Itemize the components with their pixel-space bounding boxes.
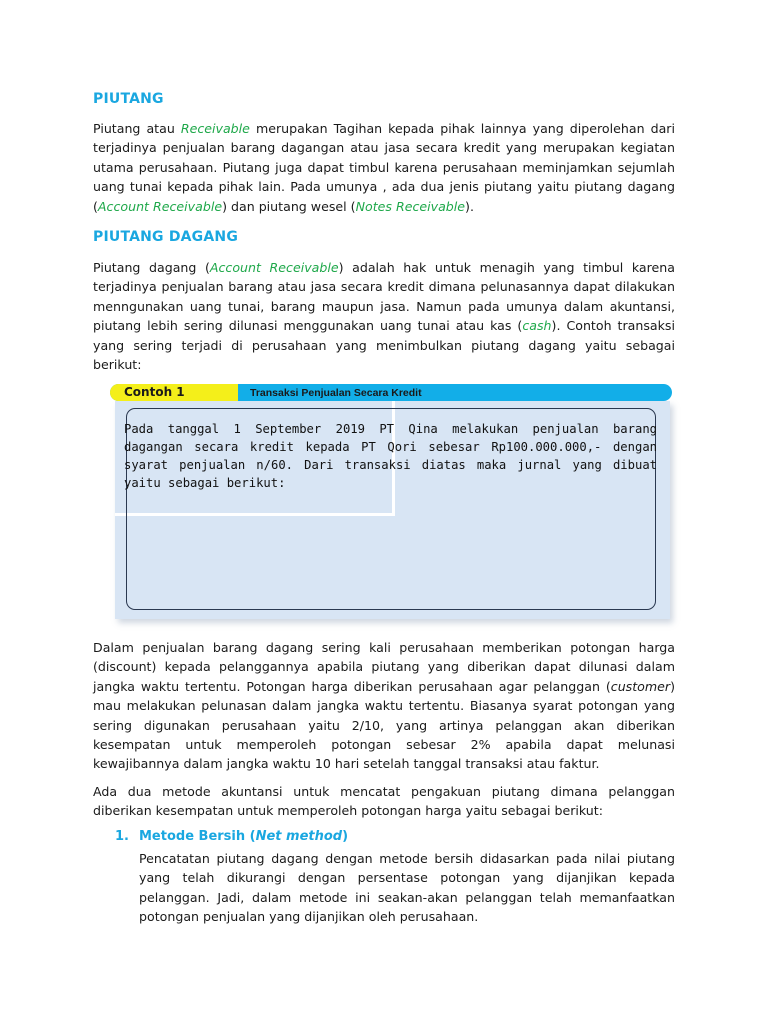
text: merupakan Tagihan kepada pihak lainnya yang diperolehan dari terjadinya penjualan barang dagangan atau jasa secara kredit yang merupakan kegiatan utama perusahaan. Piutang juga dapat timbul karena perusahaan meminjamkan sejumlah uang tunai kepada pihak lain. Pada umunya , ada dua jenis piutang yaitu piutang dagang ( — [93, 121, 675, 214]
term-account-receivable: Account Receivable — [209, 260, 339, 275]
list-body: Pencatatan piutang dagang dengan metode bersih didasarkan pada nilai piutang yang telah dikurangi dengan persentase potongan yang dijanjikan kepada pelanggan. Jadi, dalam metode ini seakan-akan pelanggan telah memanfaatkan potongan penjualan yang dijanjikan oleh perusahaan. — [139, 851, 675, 925]
text: Piutang dagang ( — [93, 260, 210, 275]
list-number: 1. — [115, 829, 129, 844]
text: ) dan piutang wesel ( — [222, 198, 356, 214]
paragraph-discount — [93, 638, 675, 774]
example-text: Pada tanggal 1 September 2019 PT Qina melakukan penjualan barang dagangan secara kredit kepada PT Qori sebesar Rp100.000.000,- dengan syarat penjualan n/60. Dari transaksi diatas maka jurnal yang dibuat yaitu sebagai berikut: — [124, 422, 657, 490]
term-customer: customer — [610, 678, 671, 694]
text: ). — [465, 198, 474, 214]
text: ) adalah hak untuk menagih yang timbul karena terjadinya penjualan barang atau jasa secara kredit dimana pelunasannya dapat dilakukan menngunakan uang tunai, barang maupun jasa. Namun pada umunya dalam akuntansi, piutang lebih sering dilunasi menggunakan uang tunai atau kas ( — [93, 260, 676, 334]
text: ) — [342, 829, 349, 844]
text: Dalam penjualan barang dagang sering kali perusahaan memberikan potongan harga (discount) kepada pelanggannya apabila piutang yang diberikan dapat dilunasi dalam jangka waktu tertentu. Potongan harga diberikan perusahaan agar pelanggan ( — [93, 640, 675, 694]
term-receivable: Receivable — [180, 121, 250, 136]
term-notes-receivable: Notes Receivable — [355, 198, 466, 214]
term-net-method: Net method — [255, 829, 343, 844]
list-title — [139, 829, 348, 844]
paragraph-piutang-dagang — [93, 258, 675, 374]
paragraph-methods: Ada dua metode akuntansi untuk mencatat pengakuan piutang dimana pelanggan diberikan kesempatan untuk memperoleh potongan harga yaitu sebagai berikut: — [93, 784, 675, 819]
term-account-receivable: Account Receivable — [97, 198, 223, 214]
heading-piutang-dagang: PIUTANG DAGANG — [93, 229, 239, 245]
text: ) mau melakukan pelunasan dalam jangka waktu tertentu. Biasanya syarat potongan yang sering digunakan perusahaan yaitu 2/10, yang artinya pelanggan akan diberikan kesempatan untuk memperoleh potongan sebesar 2% apabila dapat melunasi kewajibannya dalam jangka waktu 10 hari setelah tanggal transaksi atau faktur. — [93, 678, 675, 772]
text: Metode Bersih ( — [139, 829, 256, 844]
term-cash: cash — [522, 318, 552, 334]
heading-piutang: PIUTANG — [93, 91, 164, 107]
example-tag-label: Contoh 1 — [124, 385, 185, 399]
paragraph-piutang — [93, 119, 675, 216]
example-title: Transaksi Penjualan Secara Kredit — [250, 387, 422, 399]
text: Piutang atau — [93, 121, 181, 136]
text: ). Contoh transaksi yang sering terjadi di perusahaan yang menimbulkan piutang dagang yaitu sebagai berikut: — [93, 318, 675, 373]
